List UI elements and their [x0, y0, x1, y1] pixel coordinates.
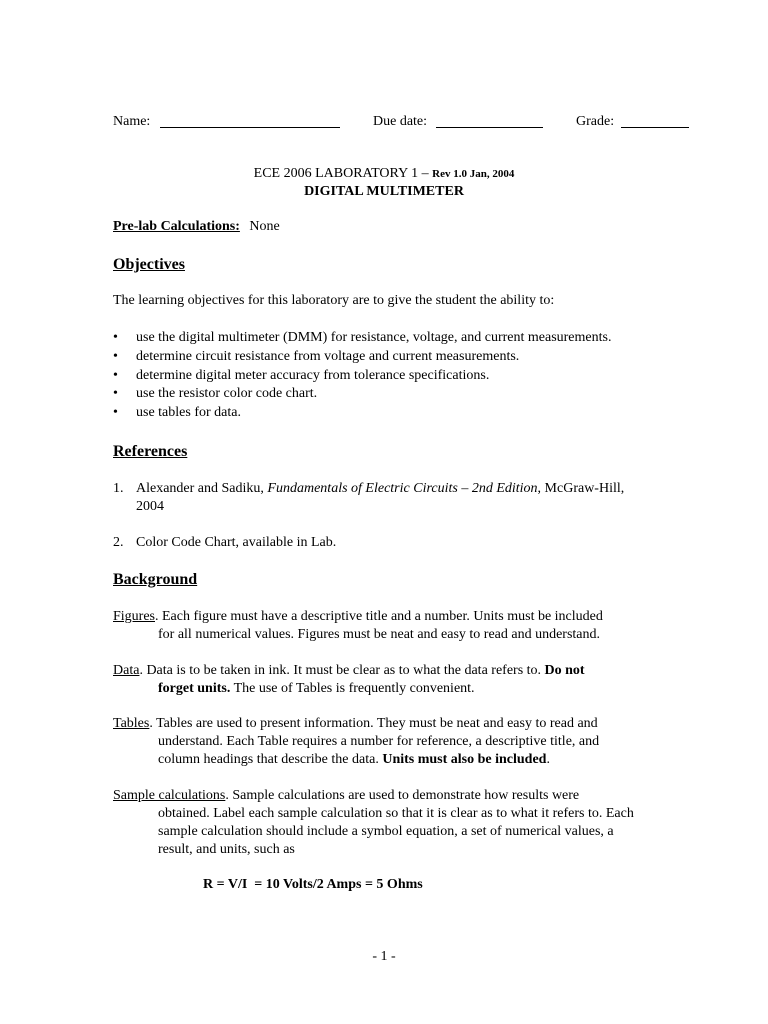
list-item: • use the digital multimeter (DMM) for resistance, voltage, and current measurements.	[113, 330, 612, 345]
due-date-label: Due date:	[373, 114, 428, 129]
sample-calculations-term: Sample calculations	[113, 788, 226, 803]
name-label: Name:	[113, 114, 151, 129]
tables-term: Tables	[113, 716, 150, 731]
prelab-line	[113, 218, 280, 236]
references-heading: References	[113, 443, 188, 460]
prelab-value: None	[249, 219, 280, 234]
page-number: - 1 -	[372, 949, 396, 964]
data-paragraph: Data. Data is to be taken in ink. It must be clear as to what the data refers to. Do not forget units. The use of Tables is frequently convenient.	[113, 663, 585, 696]
objectives-intro: The learning objectives for this laboratory are to give the student the ability to:	[113, 293, 555, 308]
reference-item: 2. Color Code Chart, available in Lab.	[113, 535, 337, 550]
name-blank-line	[160, 127, 340, 128]
reference-number: 1.	[113, 481, 124, 496]
data-term: Data	[113, 663, 140, 678]
lab-title-main: ECE 2006 LABORATORY 1 –	[253, 166, 433, 181]
reference-item: 1. Alexander and Sadiku, Fundamentals of Electric Circuits – 2nd Edition, McGraw-Hill, 2004	[113, 481, 625, 514]
list-item: • use tables for data.	[113, 405, 241, 421]
grade-label: Grade:	[576, 114, 615, 129]
list-item: • determine digital meter accuracy from tolerance specifications.	[113, 367, 490, 383]
prelab-label: Pre-lab Calculations:	[113, 219, 240, 234]
tables-paragraph: Tables. Tables are used to present information. They must be neat and easy to read and understand. Each Table requires a number for reference, a descriptive title, and column headings that describe the data. Units must also be included.	[113, 716, 600, 767]
reference-number: 2.	[113, 535, 124, 550]
objectives-heading: Objectives	[113, 256, 185, 273]
lab-title	[0, 165, 768, 183]
due-date-blank-line	[436, 127, 543, 128]
objectives-list	[113, 329, 611, 423]
figures-term: Figures	[113, 609, 155, 624]
list-item: • use the resistor color code chart.	[113, 386, 318, 402]
background-heading: Background	[113, 571, 198, 588]
grade-blank-line	[621, 127, 689, 128]
revision-label: Rev 1.0 Jan, 2004	[432, 168, 515, 180]
list-item: • determine circuit resistance from voltage and current measurements.	[113, 348, 520, 364]
book-title: Fundamentals of Electric Circuits – 2nd Edition	[267, 481, 538, 496]
figures-paragraph: Figures. Each figure must have a descriptive title and a number. Units must be included for all numerical values. Figures must be neat and easy to read and understand.	[113, 609, 603, 642]
sample-calculations-paragraph: Sample calculations. Sample calculations are used to demonstrate how results were obtained. Label each sample calculation so that it is clear as to what it refers to. Each sample calculation should include a symbol equation, a set of numerical values, a result, and units, such as	[113, 788, 634, 857]
example-formula: R = V/I = 10 Volts/2 Amps = 5 Ohms	[203, 877, 423, 892]
lab-subtitle: DIGITAL MULTIMETER	[304, 184, 464, 199]
